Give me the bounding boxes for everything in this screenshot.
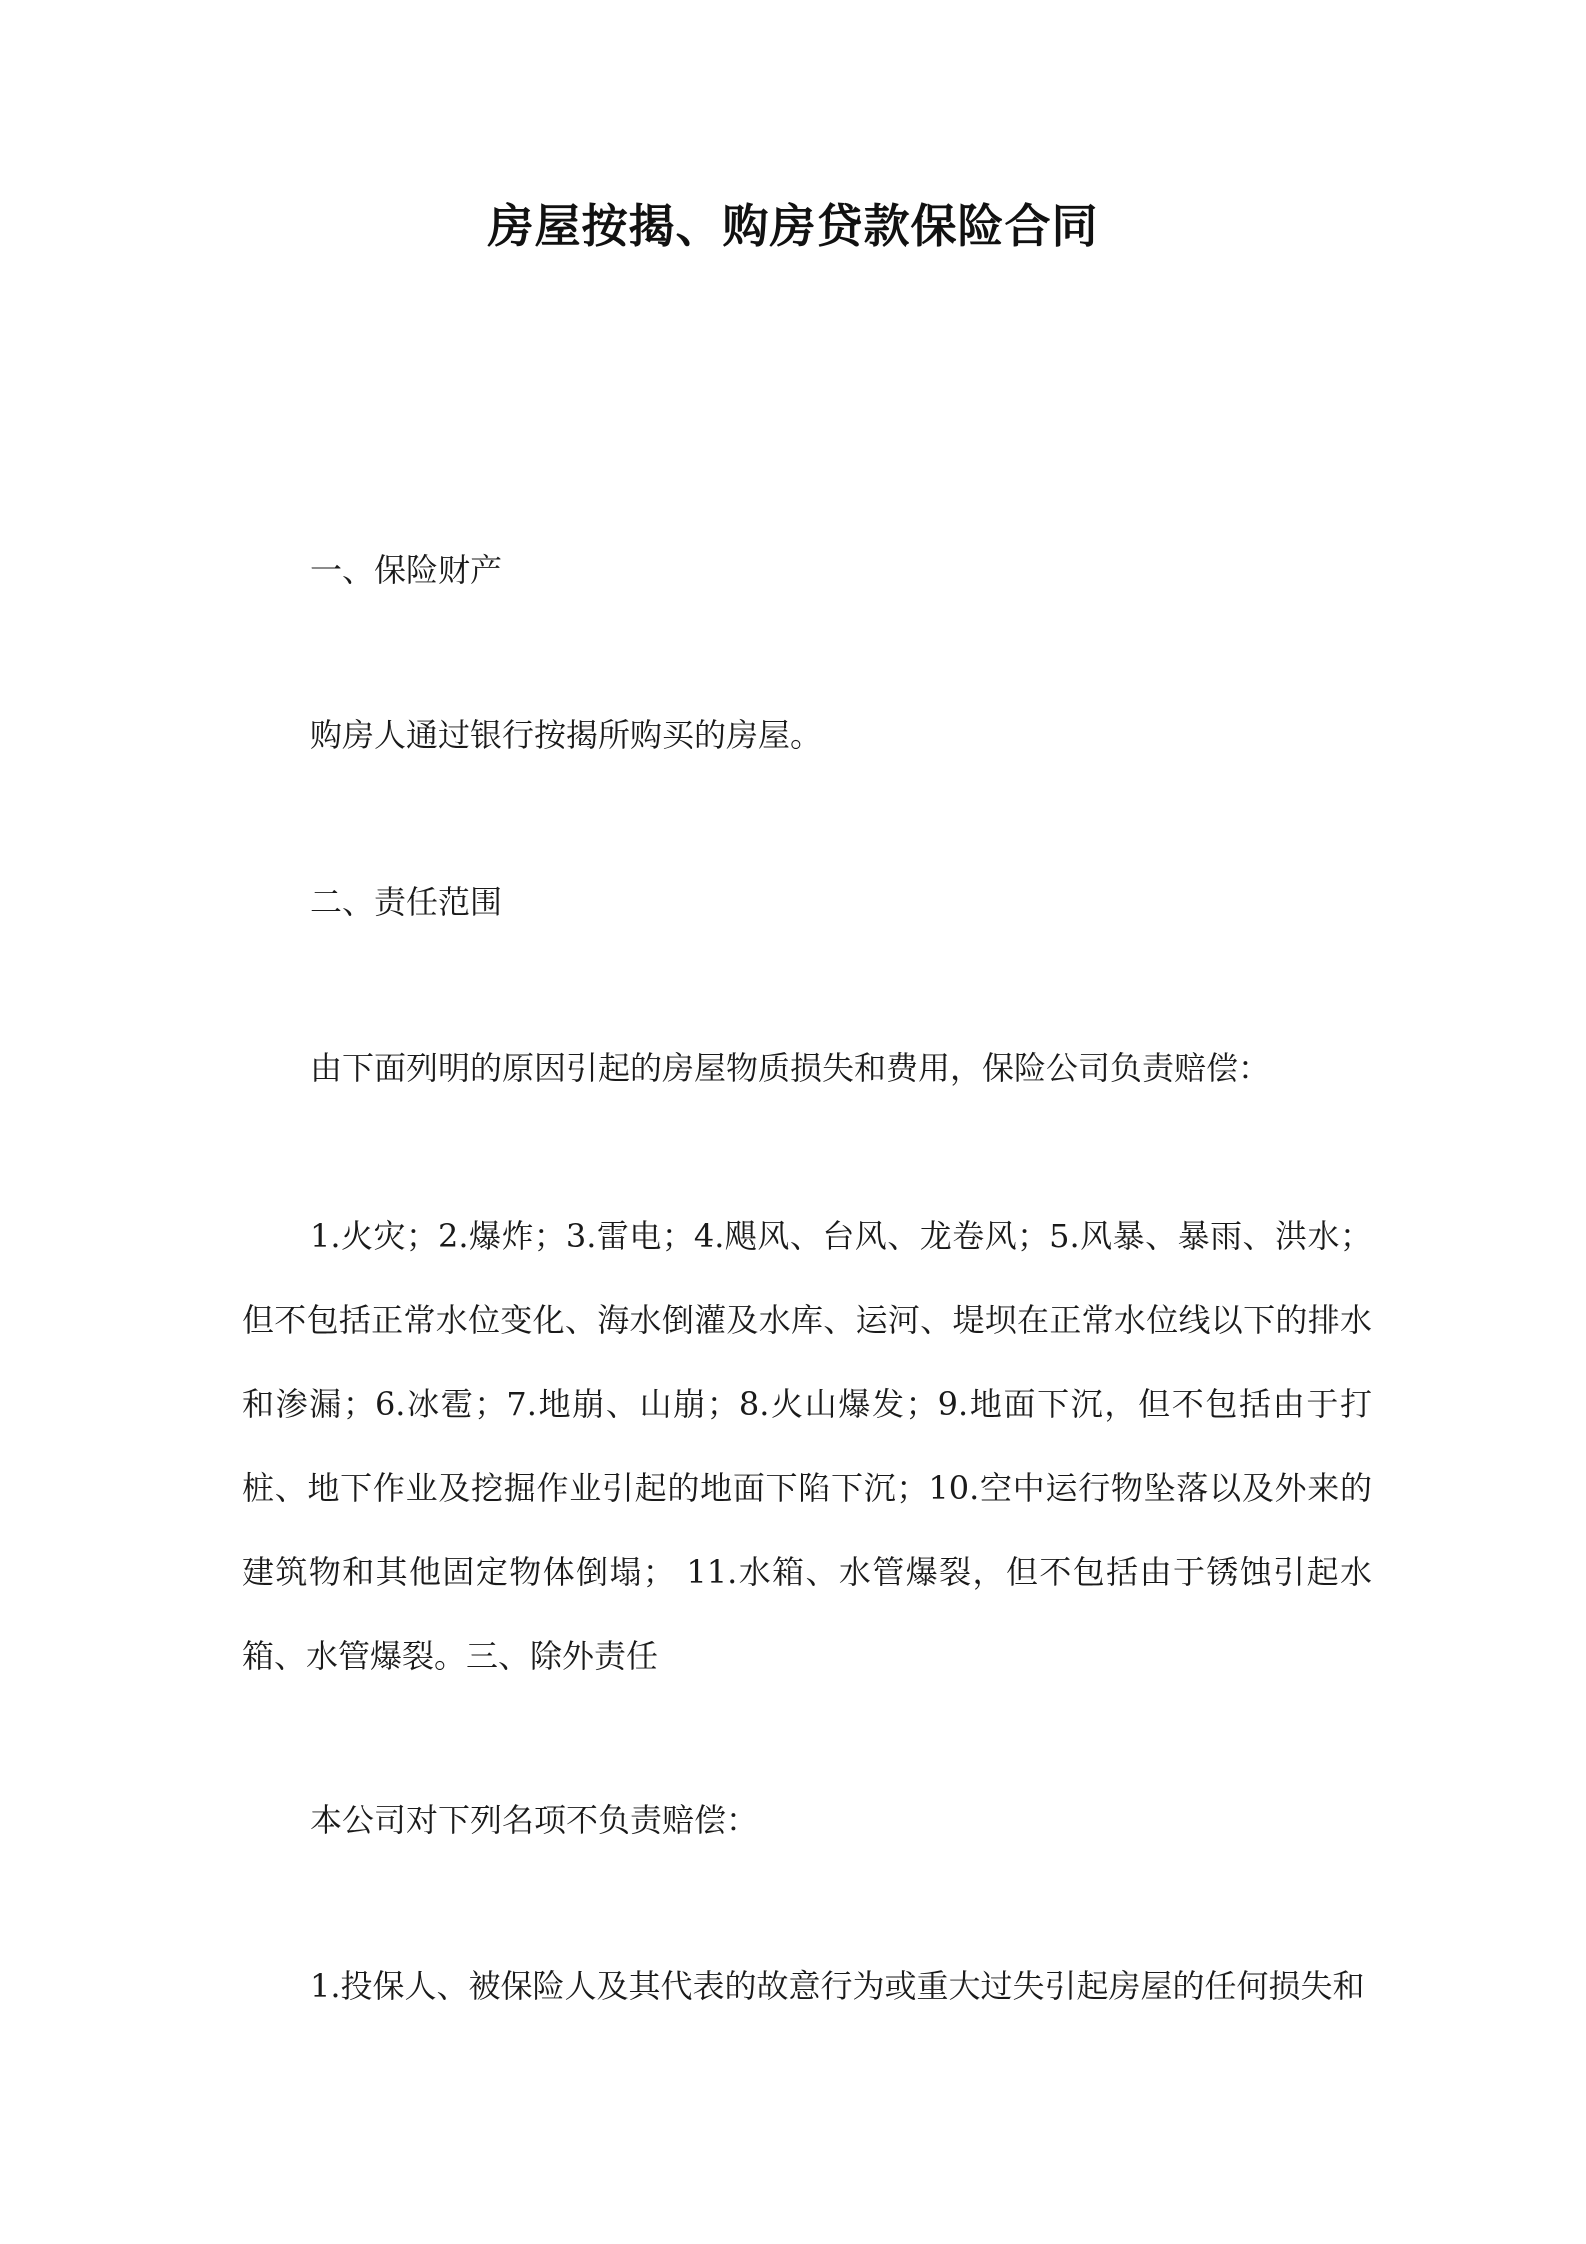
document-title: 房屋按揭、购房贷款保险合同 bbox=[487, 199, 1099, 253]
paragraph-scope-intro: 由下面列明的原因引起的房屋物质损失和费用，保险公司负责赔偿： bbox=[310, 1049, 1271, 1087]
section-heading-scope-of-liability: 二、责任范围 bbox=[310, 883, 503, 921]
paragraph-insured-property: 购房人通过银行按揭所购买的房屋。 bbox=[310, 716, 823, 754]
paragraph-exclusions-intro: 本公司对下列名项不负责赔偿： bbox=[310, 1801, 759, 1839]
section-heading-insured-property: 一、保险财产 bbox=[310, 551, 503, 589]
paragraph-covered-causes: 1.火灾；2.爆炸；3.雷电；4.飓风、台风、龙卷风；5.风暴、暴雨、洪水；但不包括正常水位变化、海水倒灌及水库、运河、堤坝在正常水位线以下的排水和渗漏；6.冰雹；7.地崩、山崩；8.火山爆发；9.地面下沉，但不包括由于打桩、地下作业及挖掘作业引起的地面下陷下沉；10.空中运行物坠落以及外来的建筑物和其他固定物体倒塌； 11.水箱、水管爆裂，但不包括由于锈蚀引起水箱、水管爆裂。三、除外责任 bbox=[242, 1217, 1372, 1675]
paragraph-exclusion-item-1: 1.投保人、被保险人及其代表的故意行为或重大过失引起房屋的任何损失和 bbox=[310, 1967, 1365, 2005]
